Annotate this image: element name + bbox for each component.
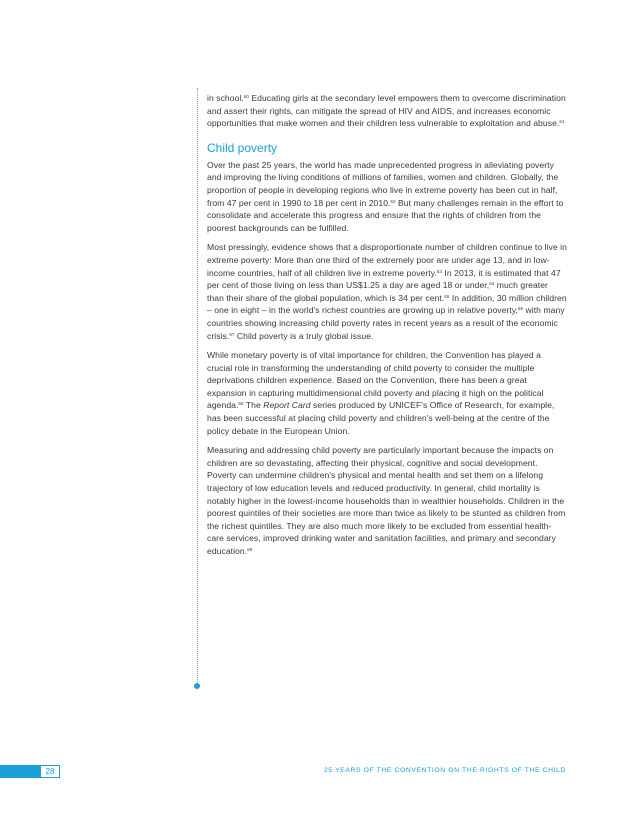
footnote-ref: 65 [444,293,450,299]
footnote-ref: 60 [243,94,249,99]
paragraph-monetary-poverty: While monetary poverty is of vital importance for children, the Convention has played a crucial role in transforming the understanding of child poverty to consider the multiple deprivations children experience. Based on the Convention, there has been a great expansion in capturing multidimensional child poverty and placing it high on the political agenda.$^{68}$ The Report Card series produced by UNICEF's Office of Research, for example, has been successful at placing child poverty and children's well-being at the centre of the policy debate in the European Union. [207,350,555,436]
footnote-ref: 67 [229,331,235,337]
footnote-ref: 62 [390,198,396,204]
footnote-ref: 69 [247,547,253,552]
margin-dotted-rule [197,88,198,688]
footnote-ref: 66 [517,306,524,312]
footnote-ref: 68 [238,401,244,407]
article-body [207,92,567,565]
report-card-title: Report Card [263,400,311,411]
intro-paragraph: in school.$^{60}$ Educating girls at the secondary level empowers them to overcome discrimination and assert their rights, can mitigate the spread of HIV and AIDS, and increases economic opportunities that make women and their children less vulnerable to exploitation and abuse.$^{61}$ [207,93,566,129]
margin-rule-end-dot [194,683,200,689]
paragraph-progress: Over the past 25 years, the world has made unprecedented progress in alleviating poverty and improving the living conditions of millions of families, women and children. Globally, the proportion of people in developing regions who live in extreme poverty has been cut in half, from 47 per cent in 1990 to 18 per cent in 2010.62 But many challenges remain in the effort to consolidate and accelerate this progress and ensure that the rights of children from the poorest backgrounds can be fulfilled. [207,159,564,233]
footer-accent-bar [0,765,40,778]
running-title: 25 YEARS OF THE CONVENTION ON THE RIGHTS OF THE CHILD [323,767,566,774]
section-heading: Child poverty [207,140,278,155]
paragraph-extreme-poverty: Most pressingly, evidence shows that a disproportionate number of children continue to live in extreme poverty: More than one third of the extremely poor are under age 13, and in low-income countries, half of all children live in extreme poverty.$^{63}$ In 2013, it is estimated that 47 per cent of those living on less than US$1.25 a day are aged 18 or under,$^{64}$ much greater than their share of the global population, which is 34 per cent.$^{65}$ In addition, 30 million children – one in eight – in the world's richest countries are growing up in relative poverty,$^{66}$ with many countries showing increasing child poverty rates in recent years as a result of the economic crisis.$^{67}$ Child poverty is a truly global issue. [207,242,567,341]
footnote-ref: 64 [489,281,495,287]
page-number: 28 [40,765,60,778]
paragraph-measuring-poverty: Measuring and addressing child poverty are particularly important because the impacts on children are so devastating, affecting their physical, cognitive and social development. Poverty can undermine children's physical and mental health and set them on a lifelong trajectory of low education levels and reduced productivity. In general, child mortality is notably higher in the lowest-income households than in wealthier households. Children in the poorest quintiles of their societies are more than twice as likely to be stunted as children from the richest quintiles. They are also much more likely to be excluded from essential health-care services, improved drinking water and sanitation facilities, and primary and secondary education.$^{69}$ [207,445,566,556]
footnote-ref: 61 [559,119,565,125]
footnote-ref: 63 [436,268,442,274]
